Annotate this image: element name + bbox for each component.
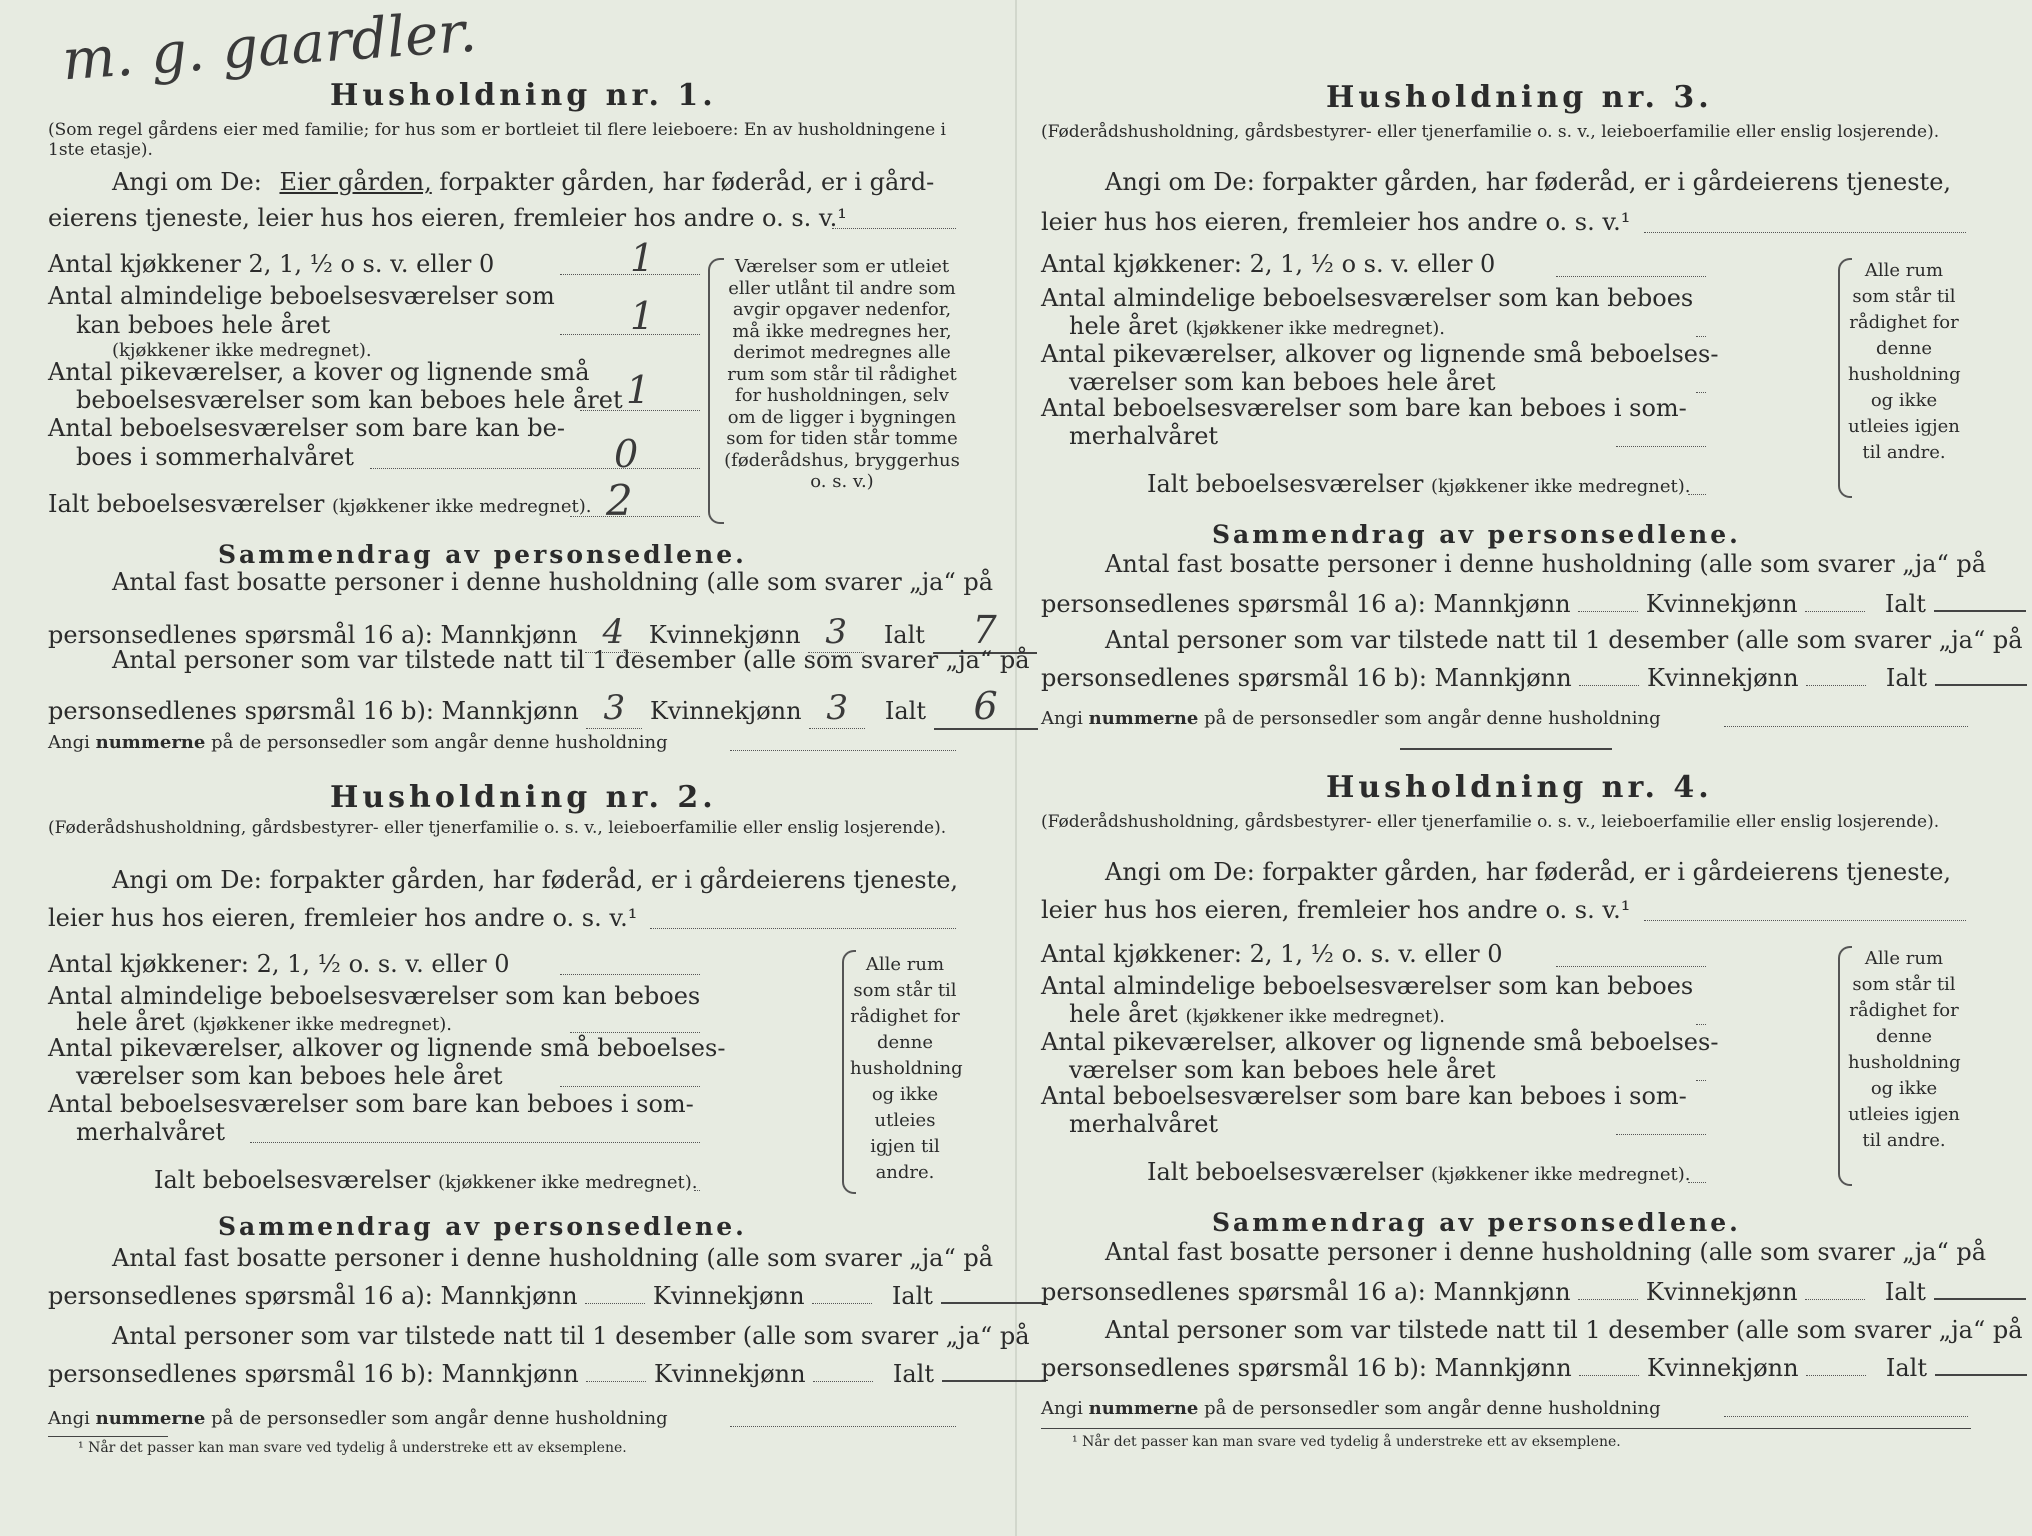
hh3-angi-answer-line[interactable] xyxy=(1644,232,1966,233)
hh2-angi-line2: leier hus hos eieren, fremleier hos andre o. s. v.¹ xyxy=(48,904,638,932)
hh1-k16b: 3 xyxy=(809,688,865,729)
hh2-m16a-blank[interactable] xyxy=(585,1303,645,1304)
hh2-s1b-label: personsedlenes spørsmål 16 a): Mannkjønn xyxy=(48,1282,578,1310)
hh3-sum-title: Sammendrag av personsedlene. xyxy=(1212,520,1741,549)
hh1-answer-ialt: 2 xyxy=(606,476,633,525)
hh3-nummerne-c: på de personsedler som angår denne husholdning xyxy=(1204,708,1661,729)
hh1-ialt-note: (kjøkkener ikke medregnet). xyxy=(331,496,592,517)
hh2-angi-answer-line[interactable] xyxy=(650,928,956,929)
hh2-sum-title: Sammendrag av personsedlene. xyxy=(218,1212,747,1241)
hh4-angi-answer-line[interactable] xyxy=(1644,920,1966,921)
hh1-q-pike-a: Antal pikeværelser, a kover og lignende små xyxy=(48,358,590,386)
hh2-q-alm-b xyxy=(76,1008,452,1036)
hh2-q-alm-b-text: hele året xyxy=(76,1008,185,1036)
hh3-s1b-ialt: Ialt xyxy=(1884,590,1926,618)
hh1-ialt-label: Ialt beboelsesværelser xyxy=(48,490,325,518)
hh4-nummerne xyxy=(1041,1398,1661,1419)
hh2-nummerne-c: på de personsedler som angår denne husholdning xyxy=(211,1408,668,1429)
hh4-q-sommer-a: Antal beboelsesværelser som bare kan beboes i som- xyxy=(1041,1082,1687,1110)
hh1-ialt-line[interactable] xyxy=(570,516,700,517)
hh1-title: Husholdning nr. 1. xyxy=(330,78,717,113)
hh4-i16a-blank[interactable] xyxy=(1934,1298,2026,1300)
hh4-bracket-note: Alle rum som står til rådighet for denne husholdning og ikke utleies igjen til andre. xyxy=(1848,948,1961,1151)
hh1-answer-pike: 1 xyxy=(626,368,651,412)
hh4-q-ialt xyxy=(1147,1158,1691,1186)
hh1-s1b-ialt: Ialt xyxy=(883,621,925,649)
hh1-note: (Som regel gårdens eier med familie; for hus som er bortleiet til flere leieboere: En av husholdningene i 1ste etasje). xyxy=(48,120,946,160)
hh4-nummerne-b: nummerne xyxy=(1088,1398,1199,1419)
hh3-ialt-note: (kjøkkener ikke medregnet). xyxy=(1430,476,1691,497)
hh1-sum-title: Sammendrag av personsedlene. xyxy=(218,540,747,569)
hh2-q-pike-a: Antal pikeværelser, alkover og lignende små beboelses- xyxy=(48,1034,726,1062)
hh3-q-alm-a: Antal almindelige beboelsesværelser som kan beboes xyxy=(1041,284,1694,312)
hh3-sommer-line[interactable] xyxy=(1616,446,1706,447)
right-page xyxy=(1016,0,2032,1536)
hh3-hh4-separator xyxy=(1400,748,1612,750)
hh4-s2b-label: personsedlenes spørsmål 16 b): Mannkjønn xyxy=(1041,1354,1572,1382)
hh4-m16a-blank[interactable] xyxy=(1578,1299,1638,1300)
hh2-s1a: Antal fast bosatte personer i denne husholdning (alle som svarer „ja“ på xyxy=(112,1244,994,1272)
hh2-angi-line1: Angi om De: forpakter gården, har føderåd, er i gårdeierens tjeneste, xyxy=(112,866,959,894)
hh3-k16a-blank[interactable] xyxy=(1805,611,1865,612)
hh1-q-ialt xyxy=(48,490,592,518)
hh1-m16b: 3 xyxy=(586,688,642,729)
hh1-s1b-label: personsedlenes spørsmål 16 a): Mannkjønn xyxy=(48,621,578,649)
hh4-sum-title: Sammendrag av personsedlene. xyxy=(1212,1208,1741,1237)
hh4-nummerne-c: på de personsedler som angår denne husholdning xyxy=(1204,1398,1661,1419)
hh3-i16b-blank[interactable] xyxy=(1935,684,2027,686)
hh3-nummerne-b: nummerne xyxy=(1088,708,1199,729)
hh1-angi-answer-line[interactable] xyxy=(832,228,956,229)
hh1-nummerne-c: på de personsedler som angår denne husholdning xyxy=(211,732,668,753)
hh2-k16a-blank[interactable] xyxy=(812,1303,872,1304)
hh2-q-ialt xyxy=(154,1166,698,1194)
hh1-angi-line2: eierens tjeneste, leier hus hos eieren, fremleier hos andre o. s. v.¹ xyxy=(48,204,847,232)
hh2-note: (Føderådshusholdning, gårdsbestyrer- eller tjenerfamilie o. s. v., leieboerfamilie eller enslig losjerende). xyxy=(48,818,947,838)
hh4-i16b-blank[interactable] xyxy=(1935,1374,2027,1376)
hh4-s1b-label: personsedlenes spørsmål 16 a): Mannkjønn xyxy=(1041,1278,1571,1306)
hh4-q-sommer-b: merhalvåret xyxy=(1069,1110,1219,1138)
hh1-nummerne-b: nummerne xyxy=(95,732,206,753)
hh2-k16b-blank[interactable] xyxy=(813,1381,873,1382)
hh3-s1a: Antal fast bosatte personer i denne husholdning (alle som svarer „ja“ på xyxy=(1105,550,1987,578)
hh1-angi-options: forpakter gården, har føderåd, er i gård- xyxy=(439,168,935,196)
hh4-s1b xyxy=(1041,1278,2026,1306)
hh4-k16a-blank[interactable] xyxy=(1805,1299,1865,1300)
hh3-q-pike-a: Antal pikeværelser, alkover og lignende små beboelses- xyxy=(1041,340,1719,368)
hh3-m16a-blank[interactable] xyxy=(1578,611,1638,612)
hh3-nummerne-a: Angi xyxy=(1041,708,1083,729)
hh3-s2b-kvinne: Kvinnekjønn xyxy=(1646,664,1799,692)
hh4-s2b-ialt: Ialt xyxy=(1885,1354,1927,1382)
hh4-alm-line[interactable] xyxy=(1696,1024,1706,1025)
hh1-i16a: 7 xyxy=(933,608,1037,654)
hh2-s2b xyxy=(48,1360,1046,1388)
hh1-q-pike-b: beboelsesværelser som kan beboes hele året xyxy=(76,386,623,414)
handwritten-header: m. g. gaardler. xyxy=(60,0,479,94)
hh4-title: Husholdning nr. 4. xyxy=(1326,770,1713,805)
hh3-s2b-ialt: Ialt xyxy=(1885,664,1927,692)
hh1-k16a: 3 xyxy=(808,612,864,653)
hh3-q-alm-b xyxy=(1069,312,1445,340)
hh2-pike-line[interactable] xyxy=(560,1086,700,1087)
hh1-answer-alm: 1 xyxy=(630,294,655,338)
hh3-pike-line[interactable] xyxy=(1696,392,1706,393)
hh1-nummerne-a: Angi xyxy=(48,732,90,753)
hh1-q-sommer-b: boes i sommerhalvåret xyxy=(76,443,354,471)
hh2-nummerne-b: nummerne xyxy=(95,1408,206,1429)
hh4-angi-line2: leier hus hos eieren, fremleier hos andre o. s. v.¹ xyxy=(1041,896,1631,924)
hh2-title: Husholdning nr. 2. xyxy=(330,780,717,815)
hh2-bracket-note: Alle rum som står til rådighet for denne husholdning og ikke utleies igjen til andre. xyxy=(850,954,963,1183)
hh1-nummerne xyxy=(48,732,668,753)
hh1-s2b-kvinne: Kvinnekjønn xyxy=(649,697,802,725)
hh3-ialt-line[interactable] xyxy=(1688,494,1706,495)
hh3-ialt-label: Ialt beboelsesværelser xyxy=(1147,470,1424,498)
hh3-s1b-kvinne: Kvinnekjønn xyxy=(1645,590,1798,618)
hh1-q-alm-a: Antal almindelige beboelsesværelser som xyxy=(48,282,555,310)
hh1-angi-line1 xyxy=(112,168,934,196)
hh2-ialt-label: Ialt beboelsesværelser xyxy=(154,1166,431,1194)
hh4-note: (Føderådshusholdning, gårdsbestyrer- eller tjenerfamilie o. s. v., leieboerfamilie eller enslig losjerende). xyxy=(1041,812,1940,832)
hh4-kjokkener-line[interactable] xyxy=(1556,966,1706,967)
hh3-q-ialt xyxy=(1147,470,1691,498)
hh2-q-alm-c: (kjøkkener ikke medregnet). xyxy=(192,1014,453,1035)
hh1-q-alm-c: (kjøkkener ikke medregnet). xyxy=(112,340,372,361)
hh4-k16b-blank[interactable] xyxy=(1806,1375,1866,1376)
hh2-m16b-blank[interactable] xyxy=(586,1381,646,1382)
hh2-ialt-line[interactable] xyxy=(694,1190,700,1191)
hh1-s2b-ialt: Ialt xyxy=(884,697,926,725)
hh2-s2b-label: personsedlenes spørsmål 16 b): Mannkjønn xyxy=(48,1360,579,1388)
hh2-s2a: Antal personer som var tilstede natt til 1 desember (alle som svarer „ja“ på xyxy=(112,1322,1030,1350)
hh2-s2b-ialt: Ialt xyxy=(892,1360,934,1388)
hh4-ialt-note: (kjøkkener ikke medregnet). xyxy=(1430,1164,1691,1185)
hh3-q-sommer-a: Antal beboelsesværelser som bare kan beboes i som- xyxy=(1041,394,1687,422)
hh3-s2a: Antal personer som var tilstede natt til 1 desember (alle som svarer „ja“ på xyxy=(1105,626,2023,654)
hh3-title: Husholdning nr. 3. xyxy=(1326,80,1713,115)
hh1-q-alm-b: kan beboes hele året xyxy=(76,311,331,339)
hh3-note: (Føderådshusholdning, gårdsbestyrer- eller tjenerfamilie o. s. v., leieboerfamilie eller enslig losjerende). xyxy=(1041,122,1940,142)
hh3-nummerne-line[interactable] xyxy=(1724,726,1968,727)
hh1-i16b: 6 xyxy=(934,684,1038,730)
hh4-q-pike-a: Antal pikeværelser, alkover og lignende små beboelses- xyxy=(1041,1028,1719,1056)
hh4-q-alm-a: Antal almindelige beboelsesværelser som kan beboes xyxy=(1041,972,1694,1000)
hh2-q-alm-a: Antal almindelige beboelsesværelser som kan beboes xyxy=(48,982,701,1010)
hh1-s2b xyxy=(48,684,1038,730)
hh3-s1b xyxy=(1041,590,2026,618)
hh4-nummerne-line[interactable] xyxy=(1724,1416,1968,1417)
hh3-q-pike-b: værelser som kan beboes hele året xyxy=(1069,368,1496,396)
hh4-ialt-line[interactable] xyxy=(1688,1182,1706,1183)
hh4-m16b-blank[interactable] xyxy=(1579,1375,1639,1376)
right-footnote-rule xyxy=(1041,1428,1971,1429)
hh3-k16b-blank[interactable] xyxy=(1806,685,1866,686)
hh1-q-sommer-a: Antal beboelsesværelser som bare kan be- xyxy=(48,414,565,442)
hh1-answer-sommer: 0 xyxy=(614,432,639,476)
left-footnote: ¹ Når det passer kan man svare ved tydelig å understreke ett av eksemplene. xyxy=(78,1440,627,1456)
hh2-kjokkener-line[interactable] xyxy=(560,974,700,975)
hh1-angi-label: Angi om De: xyxy=(112,168,262,196)
hh4-pike-line[interactable] xyxy=(1696,1080,1706,1081)
hh3-s2b xyxy=(1041,664,2027,692)
hh2-s1b xyxy=(48,1282,1045,1310)
hh3-i16a-blank[interactable] xyxy=(1934,610,2026,612)
hh4-s1b-ialt: Ialt xyxy=(1884,1278,1926,1306)
hh2-ialt-note: (kjøkkener ikke medregnet). xyxy=(437,1172,698,1193)
hh1-bracket-note: Værelser som er utleiet eller utlånt til andre som avgir opgaver nedenfor, må ikke medregnes her, derimot medregnes alle rum som står til rådighet for husholdningen, selv om de ligger i bygningen som for tiden står tomme (føderådshus, bryggerhus o. s. v.) xyxy=(724,256,960,492)
hh2-s2b-kvinne: Kvinnekjønn xyxy=(653,1360,806,1388)
hh1-answer-kjokkener: 1 xyxy=(630,236,655,280)
hh3-m16b-blank[interactable] xyxy=(1579,685,1639,686)
hh4-q-alm-c: (kjøkkener ikke medregnet). xyxy=(1185,1006,1446,1027)
hh3-alm-line[interactable] xyxy=(1696,336,1706,337)
hh2-nummerne xyxy=(48,1408,668,1429)
hh4-angi-line1: Angi om De: forpakter gården, har føderåd, er i gårdeierens tjeneste, xyxy=(1105,858,1952,886)
hh1-s2a: Antal personer som var tilstede natt til 1 desember (alle som svarer „ja“ på xyxy=(112,646,1030,674)
hh4-sommer-line[interactable] xyxy=(1616,1134,1706,1135)
hh1-eier-underlined: Eier gården, xyxy=(279,168,432,196)
hh3-bracket-note: Alle rum som står til rådighet for denne husholdning og ikke utleies igjen til andre. xyxy=(1848,260,1961,463)
hh3-q-sommer-b: merhalvåret xyxy=(1069,422,1219,450)
hh3-angi-line1: Angi om De: forpakter gården, har føderåd, er i gårdeierens tjeneste, xyxy=(1105,168,1952,196)
hh2-nummerne-a: Angi xyxy=(48,1408,90,1429)
hh4-q-alm-b xyxy=(1069,1000,1445,1028)
hh3-q-alm-c: (kjøkkener ikke medregnet). xyxy=(1185,318,1446,339)
hh4-s1b-kvinne: Kvinnekjønn xyxy=(1645,1278,1798,1306)
hh1-q-kjokkener: Antal kjøkkener 2, 1, ½ o s. v. eller 0 xyxy=(48,250,495,278)
hh1-s1a: Antal fast bosatte personer i denne husholdning (alle som svarer „ja“ på xyxy=(112,568,994,596)
hh3-q-alm-b-text: hele året xyxy=(1069,312,1178,340)
hh1-nummerne-line[interactable] xyxy=(730,750,956,751)
hh2-q-sommer-b: merhalvåret xyxy=(76,1118,226,1146)
hh2-q-sommer-a: Antal beboelsesværelser som bare kan beboes i som- xyxy=(48,1090,694,1118)
hh3-angi-line2: leier hus hos eieren, fremleier hos andre o. s. v.¹ xyxy=(1041,208,1631,236)
hh3-kjokkener-line[interactable] xyxy=(1556,276,1706,277)
right-footnote: ¹ Når det passer kan man svare ved tydelig å understreke ett av eksemplene. xyxy=(1072,1434,1621,1450)
hh2-q-kjokkener: Antal kjøkkener: 2, 1, ½ o. s. v. eller 0 xyxy=(48,950,510,978)
hh4-ialt-label: Ialt beboelsesværelser xyxy=(1147,1158,1424,1186)
hh3-s1b-label: personsedlenes spørsmål 16 a): Mannkjønn xyxy=(1041,590,1571,618)
hh4-q-alm-b-text: hele året xyxy=(1069,1000,1178,1028)
hh4-q-kjokkener: Antal kjøkkener: 2, 1, ½ o. s. v. eller 0 xyxy=(1041,940,1503,968)
hh1-sommer-line[interactable] xyxy=(370,468,700,469)
hh3-nummerne xyxy=(1041,708,1661,729)
hh4-s1a: Antal fast bosatte personer i denne husholdning (alle som svarer „ja“ på xyxy=(1105,1238,1987,1266)
hh2-s1b-kvinne: Kvinnekjønn xyxy=(652,1282,805,1310)
hh4-q-pike-b: værelser som kan beboes hele året xyxy=(1069,1056,1496,1084)
hh2-nummerne-line[interactable] xyxy=(730,1426,956,1427)
hh2-q-pike-b: værelser som kan beboes hele året xyxy=(76,1062,503,1090)
hh1-s1b-kvinne: Kvinnekjønn xyxy=(648,621,801,649)
hh4-s2b xyxy=(1041,1354,2027,1382)
hh4-s2b-kvinne: Kvinnekjønn xyxy=(1646,1354,1799,1382)
left-footnote-rule xyxy=(48,1436,168,1437)
hh3-q-kjokkener: Antal kjøkkener: 2, 1, ½ o s. v. eller 0 xyxy=(1041,250,1496,278)
hh2-alm-line[interactable] xyxy=(570,1032,700,1033)
hh1-s2b-label: personsedlenes spørsmål 16 b): Mannkjønn xyxy=(48,697,579,725)
hh4-nummerne-a: Angi xyxy=(1041,1398,1083,1419)
hh1-m16a: 4 xyxy=(585,612,641,653)
hh3-s2b-label: personsedlenes spørsmål 16 b): Mannkjønn xyxy=(1041,664,1572,692)
hh2-sommer-line[interactable] xyxy=(250,1142,700,1143)
hh4-s2a: Antal personer som var tilstede natt til 1 desember (alle som svarer „ja“ på xyxy=(1105,1316,2023,1344)
hh2-s1b-ialt: Ialt xyxy=(891,1282,933,1310)
